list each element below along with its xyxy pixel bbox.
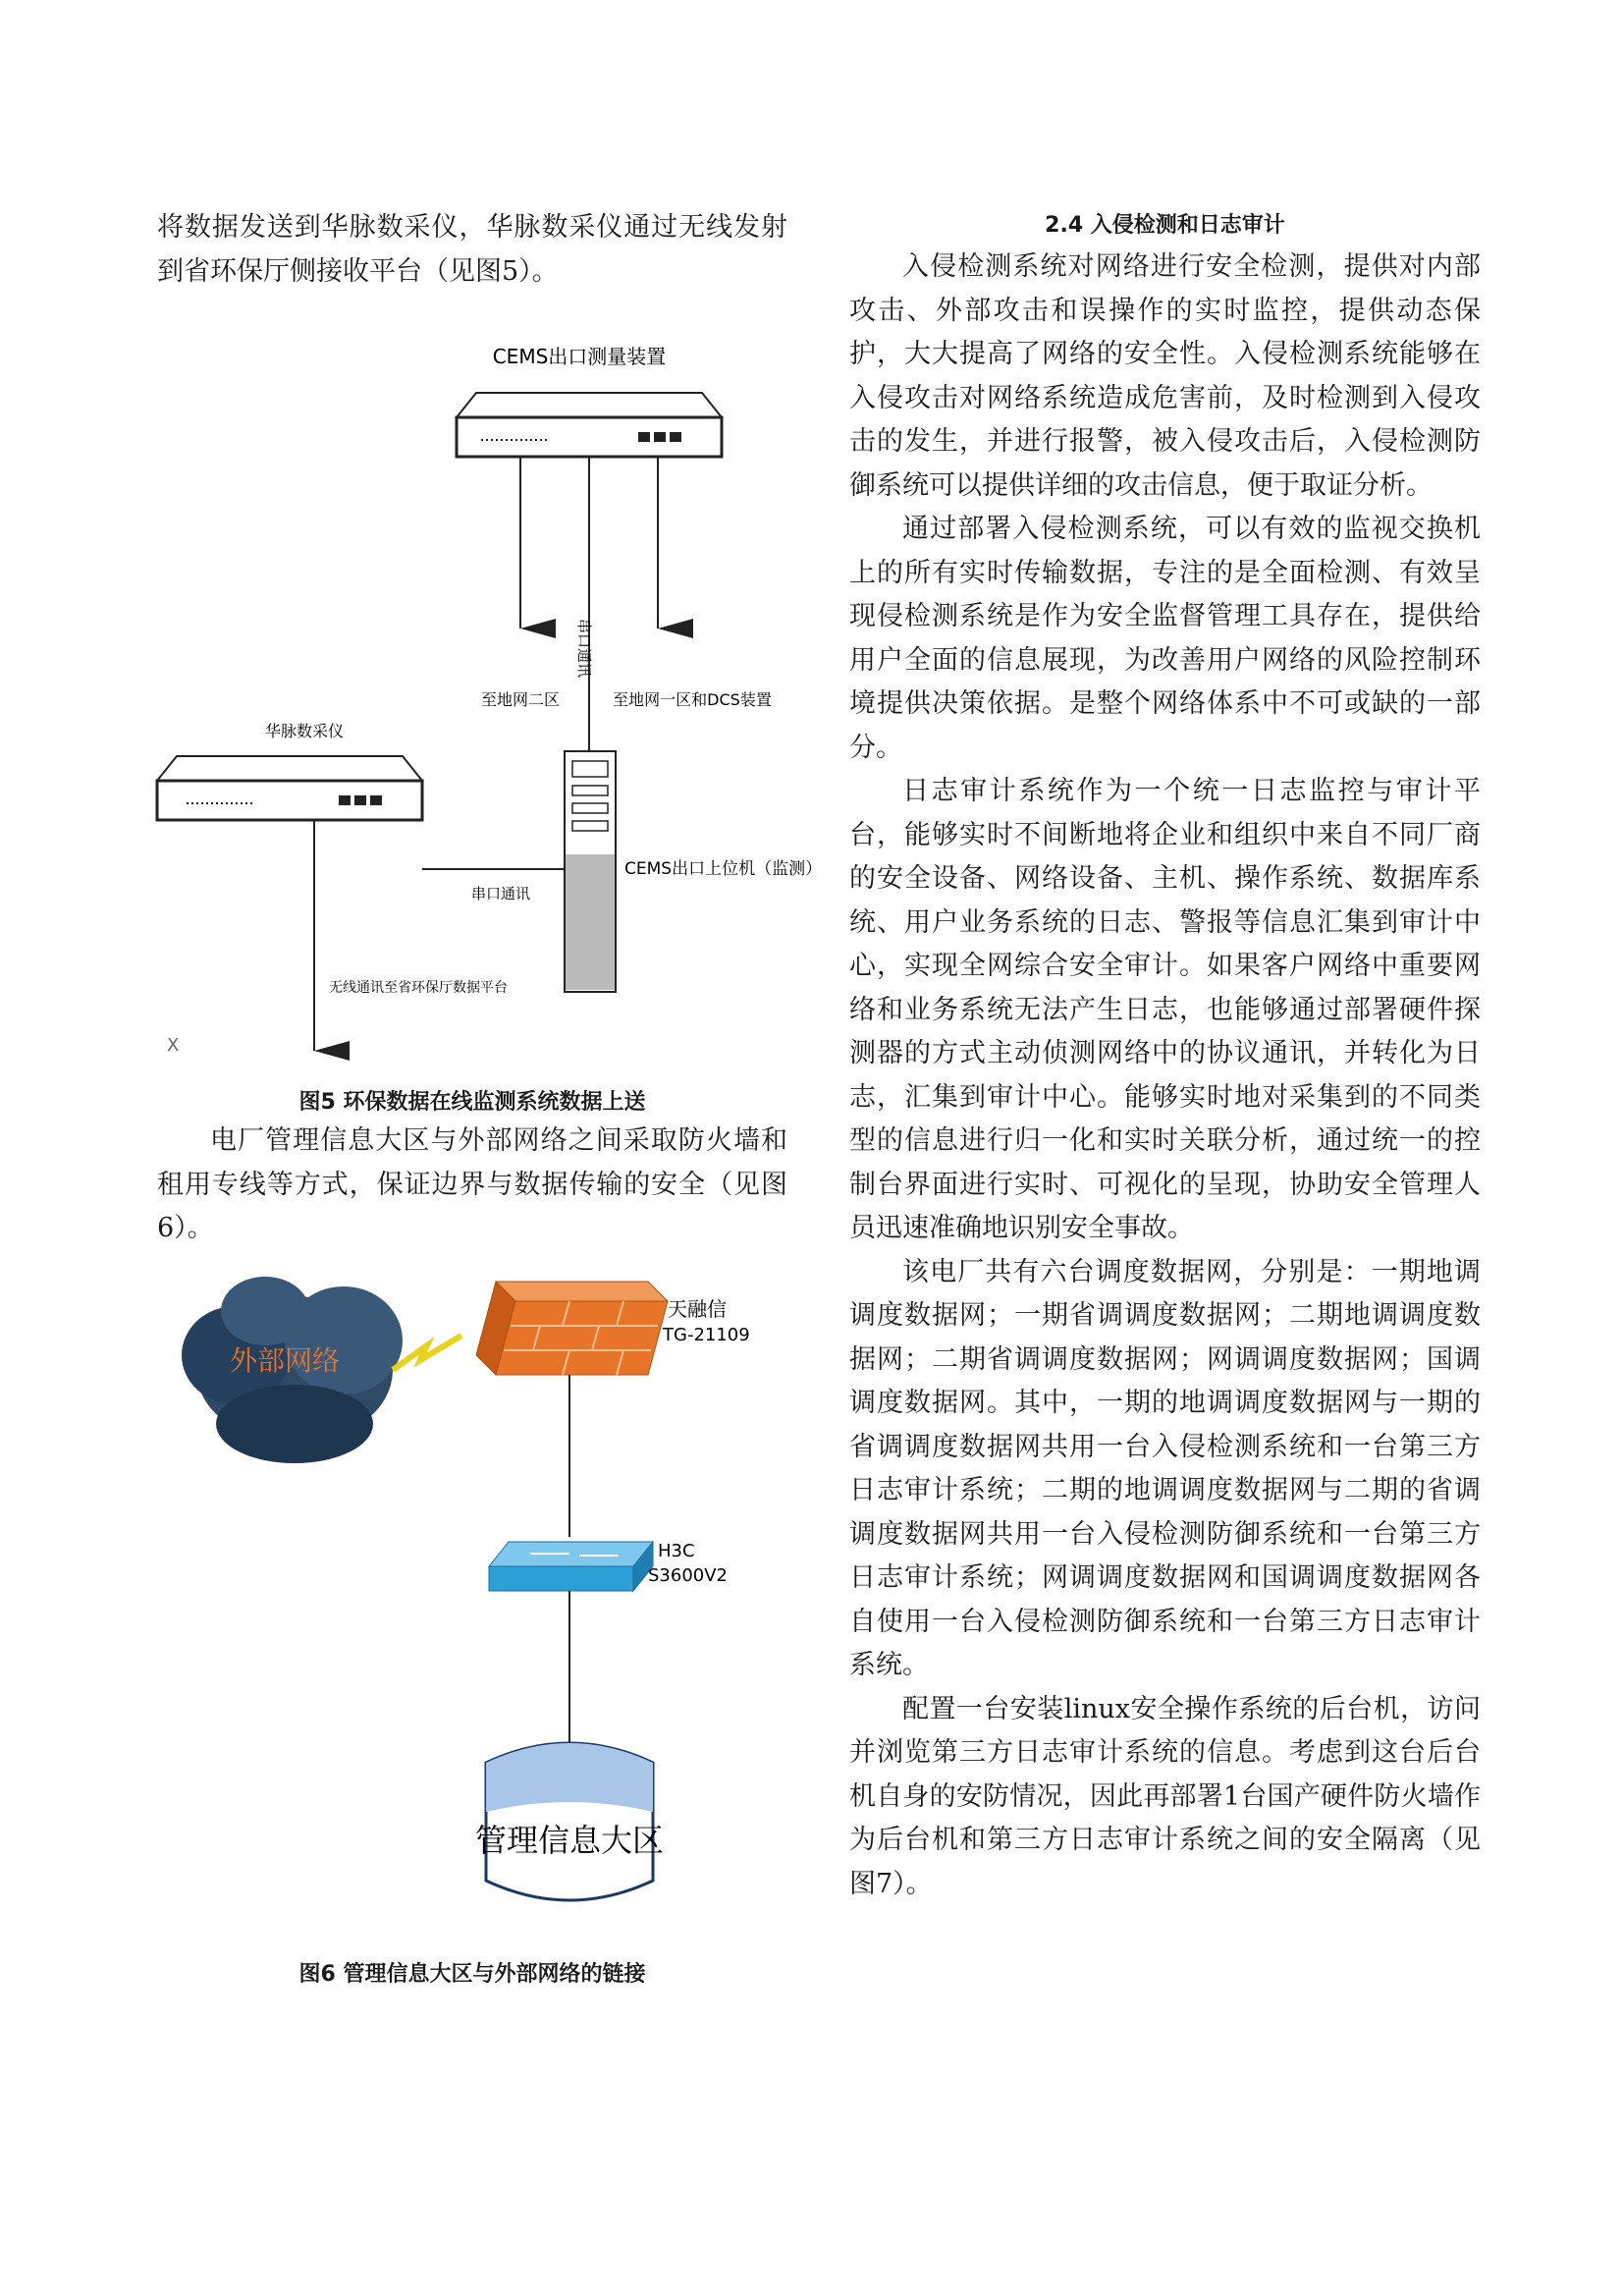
right-paragraph-1: 入侵检测系统对网络进行安全检测，提供对内部攻击、外部攻击和误操作的实时监控，提供动态保护，大大提高了网络的安全性。入侵检测系统能够在入侵攻击对网络系统造成危害前，及时检测到入侵攻击的发生，并进行报警，被入侵攻击后，入侵检测防御系统可以提供详细的攻击信息，便于取证分析。 [849,251,1481,501]
cems-device-icon [457,393,722,457]
to-zone2-label: 至地网二区 [480,690,561,709]
figure-6-diagram [157,1262,787,1949]
host-computer-icon [565,751,616,992]
switch-icon [489,1542,653,1591]
cems-device-label: CEMS出口测量装置 [492,345,667,368]
wireless-label: 无线通讯至省环保厅数据平台 [329,980,508,996]
figure-5-diagram [157,324,823,1070]
right-column [849,206,1481,1906]
left-intro-paragraph [157,206,787,294]
right-paragraph-4: 该电厂共有六台调度数据网，分别是：一期地调调度数据网；一期省调调度数据网；二期地调调度数据网；二期省调调度数据网；网调调度数据网；国调调度数据网。其中，一期的地调调度数据网与一期的省调调度数据网共用一台入侵检测系统和一台第三方日志审计系统；二期的地调调度数据网与二期的省调调度数据网共用一台入侵检测防御系统和一台第三方日志审计系统；网调调度数据网和国调调度数据网各自使用一台入侵检测防御系统和一台第三方日志审计系统。 [849,1256,1481,1680]
figure-5-caption: 图5 环保数据在线监测系统数据上送 [298,1090,646,1115]
host-label: CEMS出口上位机（监测） [624,859,823,879]
cloud-label: 外部网络 [229,1344,341,1377]
figure-6 [157,1262,787,1949]
right-paragraph-2: 通过部署入侵检测系统，可以有效的监视交换机上的所有实时传输数据，专注的是全面检测、有效呈现侵检测系统是作为安全监督管理工具存在，提供给用户全面的信息展现，为改善用户网络的风险控制环境提供决策依据。是整个网络体系中不可或缺的一部分。 [849,514,1481,763]
firewall-icon [476,1282,668,1375]
collector-label: 华脉数采仪 [264,722,345,740]
firewall-brand: 天融信 [668,1297,727,1321]
serial-label-upper: 串口通讯 [575,619,593,679]
section-heading: 2.4 入侵检测和日志审计 [1045,213,1285,238]
figure-5 [157,324,823,1070]
figure-6-caption: 图6 管理信息大区与外部网络的链接 [298,1962,646,1987]
collector-device-icon [157,756,422,820]
switch-brand: H3C [658,1541,695,1561]
serial-label-lower: 串口通讯 [471,885,531,902]
stray-mark: X [167,1035,180,1056]
db-label: 管理信息大区 [474,1822,665,1859]
right-paragraph-3: 日志审计系统作为一个统一日志监控与审计平台，能够实时不间断地将企业和组织中来自不同厂商的安全设备、网络设备、主机、操作系统、数据库系统、用户业务系统的日志、警报等信息汇集到审计中心，实现全网综合安全审计。如果客户网络中重要网络和业务系统无法产生日志，也能够通过部署硬件探测器的方式主动侦测网络中的协议通讯，并转化为日志，汇集到审计中心。能够实时地对采集到的不同类型的信息进行归一化和实时关联分析，通过统一的控制台界面进行实时、可视化的呈现，协助安全管理人员迅速准确地识别安全事故。 [849,776,1481,1243]
lightning-icon [393,1336,461,1370]
switch-model: S3600V2 [648,1565,728,1586]
intro-text: 将数据发送到华脉数采仪，华脉数采仪通过无线发射到省环保厅侧接收平台（见图5）。 [157,212,787,287]
right-paragraph-5: 配置一台安装linux安全操作系统的后台机，访问并浏览第三方日志审计系统的信息。考虑到这台后台机自身的安防情况，因此再部署1台国产硬件防火墙作为后台机和第三方日志审计系统之间的安全隔离（见图7）。 [849,1693,1481,1899]
left-paragraph [157,1120,787,1251]
firewall-model: TG-21109 [663,1325,750,1345]
to-dcs-label: 至地网一区和DCS装置 [613,690,772,709]
left-para-text: 电厂管理信息大区与外部网络之间采取防火墙和租用专线等方式，保证边界与数据传输的安全（见图6）。 [157,1125,787,1243]
